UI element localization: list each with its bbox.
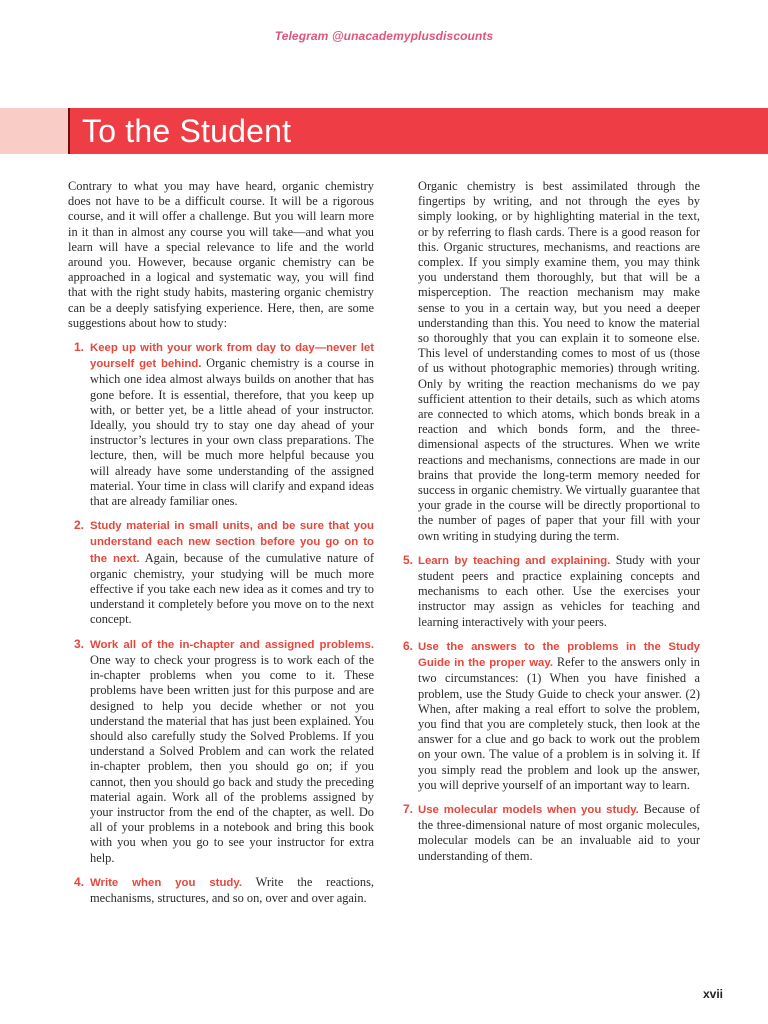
study-tip-2	[68, 518, 374, 627]
tip-body: One way to check your progress is to work each of the in-chapter problems when you come to it. These problems have been written just for this purpose and are designed to help you decide whether or not you understand the material that has just been explained. You should also carefully study the Solved Problems. If you understand a Solved Problem and can work the related in-chapter problem, then you should go on; if you cannot, then you should go back and study the preceding material again. Work all of the problems assigned by your instructor from the end of the chapter, as well. Do all of your problems in a notebook and bring this book with you when you go to see your instructor for extra help.	[90, 652, 374, 865]
page-number: xvii	[703, 987, 724, 1001]
right-column	[403, 179, 701, 864]
study-tip-6	[403, 638, 700, 793]
tip-number: 3.	[74, 636, 85, 651]
study-tip-7	[403, 801, 701, 864]
tip-body: Because of the three-dimensional nature of most organic molecules, molecular models can be an invaluable aid to your understanding of them.	[418, 801, 701, 863]
tip-body: Write the reactions, mechanisms, structures, and so on, over and over again.	[90, 874, 374, 905]
intro-paragraph: Contrary to what you may have heard, organic chemistry does not have to be a difficult course. It will be a rigorous course, and it will offer a challenge. But you will learn more in it than in almost any course you will take—and what you learn will have a special relevance to life and the world around you. However, because organic chemistry can be approached in a logical and systematic way, you will find that with the right study habits, mastering organic chemistry can be a deeply satisfying experience. Here, then, are some suggestions about how to study:	[68, 179, 374, 330]
tip-body: Organic chemistry is a course in which one idea almost always builds on another that has gone before. It is essential, therefore, that you keep up with, or better yet, be a little ahead of your instructor. Ideally, you should try to stay one day ahead of your instructor’s lectures in your own class preparations. The lecture, then, will be much more helpful because you will already have some understanding of the assigned material. Your time in class will clarify and expand ideas that are already familiar ones.	[90, 356, 374, 509]
study-tip-4	[68, 875, 374, 906]
tip-number: 7.	[403, 801, 414, 816]
tip-number: 4.	[74, 874, 85, 889]
tip-number: 5.	[403, 552, 414, 567]
tip-heading: Keep up with your work from day to day—never let yourself get behind.	[90, 342, 374, 371]
title-band-right	[742, 108, 768, 154]
title-rule	[68, 108, 70, 154]
tip-heading: Use molecular models when you study.	[418, 803, 639, 816]
tip-number: 2.	[74, 518, 85, 533]
tip-body: Again, because of the cumulative nature of organic chemistry, your studying will be much more effective if you take each new idea as it comes and try to understand it completely before you move on to the next concept.	[90, 550, 374, 627]
tip-heading: Work all of the in-chapter and assigned problems.	[90, 638, 374, 651]
tip-body: Refer to the answers only in two circumstances: (1) When you have finished a problem, use the Study Guide to check your answer. (2) When, after making a real effort to solve the problem, you find that you are completely stuck, then look at the answer for a clue and go back to work out the problem on your own. The value of a problem is in solving it. If you simply read the problem and look up the answer, you will deprive yourself of an important way to learn.	[418, 655, 700, 792]
continuation-paragraph: Organic chemistry is best assimilated through the fingertips by writing, and not through the eyes by simply looking, or by highlighting material in the text, or by referring to flash cards. There is a good reason for this. Organic structures, mechanisms, and reactions are complex. If you simply examine them, you may think you understand them thoroughly, but that will be a misperception. The reaction mechanism may make sense to you in a certain way, but you need a deeper understanding than this. You need to know the material so thoroughly that you can explain it to someone else. This level of understanding comes to most of us (those of us without photographic memories) through writing. Only by writing the reaction mechanisms do we pay sufficient attention to their details, such as which atoms are connected to which atoms, which bonds break in a reaction and which bonds form, and the three-dimensional aspects of the structures. When we write reactions and mechanisms, connections are made in our brains that provide the long-term memory needed for success in organic chemistry. We virtually guarantee that your grade in the course will be directly proportional to the number of pages of paper that your fill with your own writing in studying during the term.	[418, 179, 700, 543]
study-tip-1	[68, 340, 374, 509]
tip-heading: Use the answers to the problems in the Study Guide in the proper way.	[418, 640, 700, 670]
study-tip-3	[68, 637, 374, 866]
title-bar	[68, 108, 742, 154]
tip-heading: Study material in small units, and be sure that you understand each new section before you go on to the next.	[90, 520, 374, 565]
tip-heading: Learn by teaching and explaining.	[418, 554, 611, 567]
page-title: To the Student	[82, 113, 292, 149]
watermark-text: Telegram @unacademyplusdiscounts	[274, 29, 494, 43]
left-column	[68, 179, 374, 906]
tip-number: 1.	[74, 340, 85, 355]
tip-body: Study with your student peers and practice explaining concepts and mechanisms to each other. Use the exercises your instructor may assign as vehicles for teaching and learning interactively with your peers.	[418, 552, 700, 629]
tip-heading: Write when you study.	[90, 876, 243, 889]
tip-number: 6.	[403, 638, 414, 653]
study-tip-5	[403, 552, 700, 630]
